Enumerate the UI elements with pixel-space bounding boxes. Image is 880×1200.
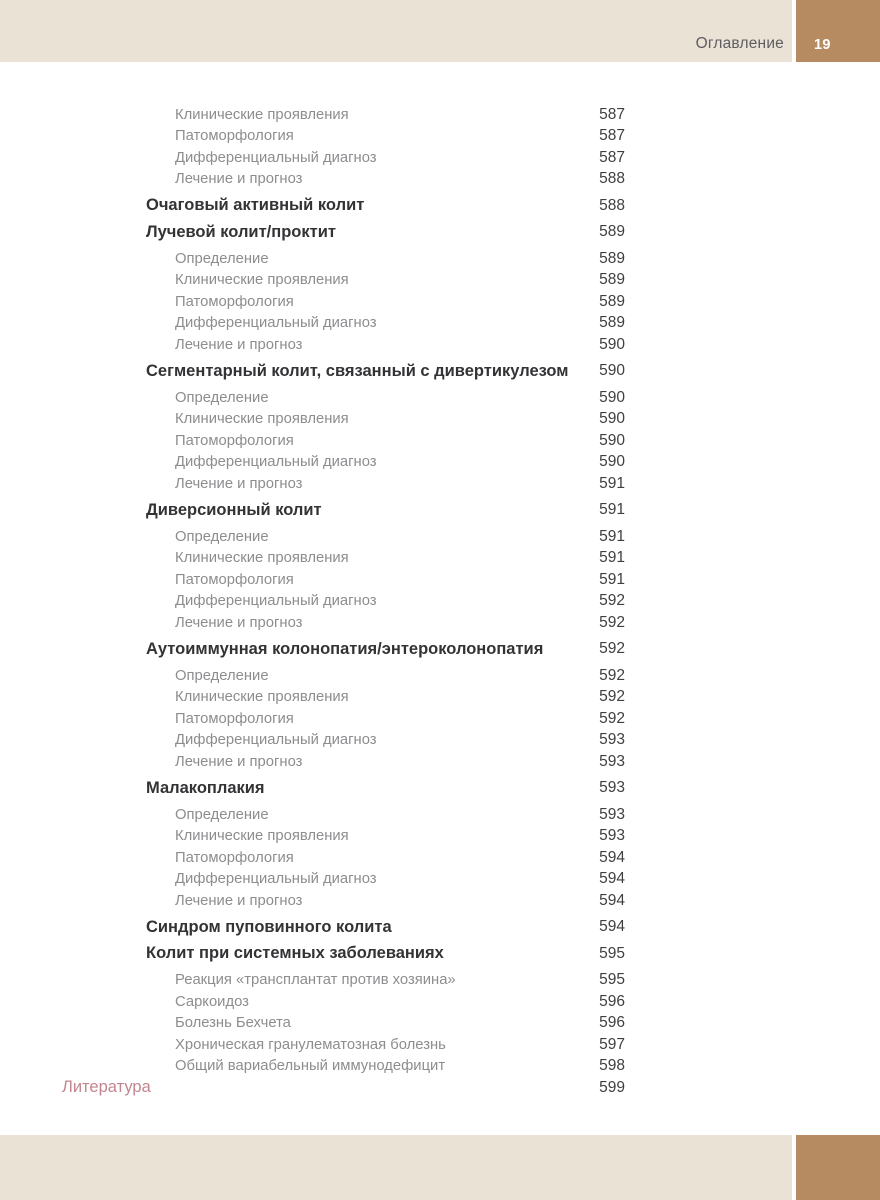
toc-entry [62,313,625,335]
toc-entry-page: 593 [599,779,625,797]
toc-entry-page: 592 [599,666,625,684]
toc-entry [62,665,625,687]
toc-entry [62,730,625,752]
toc-entry [62,569,625,591]
toc-entry-page: 594 [599,918,625,936]
toc-entry [62,248,625,270]
toc-entry [62,751,625,773]
toc-entry [62,291,625,313]
toc-entry-page: 590 [599,362,625,380]
toc-entry-label: Дифференциальный диагноз [175,454,377,471]
toc-entry-page: 587 [599,105,625,123]
toc-entry [62,500,625,522]
header-band [0,0,792,62]
toc-entry-page: 590 [599,431,625,449]
toc-entry-label: Лечение и прогноз [175,171,303,188]
toc-entry-label: Болезнь Бехчета [175,1015,291,1032]
toc-entry-label: Литература [62,1078,151,1097]
toc-entry-label: Очаговый активный колит [146,196,365,215]
toc-entry-label: Клинические проявления [175,689,349,706]
toc-entry-label: Малакоплакия [146,778,265,797]
toc-entry-page: 593 [599,805,625,823]
toc-list [62,104,625,1099]
toc-entry-page: 587 [599,148,625,166]
toc-entry [62,222,625,244]
toc-entry-label: Диверсионный колит [146,500,322,519]
toc-entry-page: 589 [599,271,625,289]
toc-entry [62,890,625,912]
toc-entry [62,452,625,474]
toc-entry-page: 594 [599,848,625,866]
toc-entry-page: 597 [599,1035,625,1053]
toc-entry-page: 596 [599,1014,625,1032]
toc-entry [62,334,625,356]
page-number: 19 [814,37,831,53]
toc-entry-page: 589 [599,292,625,310]
footer-tab [796,1135,880,1200]
toc-entry-label: Саркоидоз [175,993,249,1010]
toc-entry-page: 590 [599,335,625,353]
toc-entry [62,687,625,709]
toc-entry [62,548,625,570]
toc-entry-label: Патоморфология [175,432,294,449]
toc-entry-label: Дифференциальный диагноз [175,732,377,749]
toc-entry-label: Колит при системных заболеваниях [146,944,444,963]
toc-entry [62,1056,625,1078]
toc-entry [62,409,625,431]
toc-entry-page: 592 [599,613,625,631]
toc-entry [62,526,625,548]
toc-entry-label: Дифференциальный диагноз [175,149,377,166]
toc-entry-page: 592 [599,709,625,727]
toc-entry-page: 594 [599,870,625,888]
toc-entry-page: 588 [599,196,625,214]
toc-entry [62,804,625,826]
toc-entry-page: 591 [599,501,625,519]
toc-entry [62,473,625,495]
toc-entry [62,104,625,126]
toc-entry-label: Определение [175,528,269,545]
toc-entry [62,169,625,191]
toc-entry-label: Хроническая гранулематозная болезнь [175,1036,446,1053]
toc-entry-label: Лечение и прогноз [175,753,303,770]
toc-entry-label: Клинические проявления [175,828,349,845]
toc-entry-page: 587 [599,127,625,145]
toc-entry [62,970,625,992]
toc-entry-label: Синдром пуповинного колита [146,917,392,936]
toc-entry-page: 590 [599,453,625,471]
toc-entry-label: Клинические проявления [175,411,349,428]
toc-entry [62,778,625,800]
toc-entry [62,147,625,169]
toc-entry [62,387,625,409]
toc-entry-page: 589 [599,314,625,332]
toc-entry-label: Определение [175,806,269,823]
toc-entry-page: 599 [599,1078,625,1096]
toc-entry-label: Клинические проявления [175,550,349,567]
toc-entry-label: Клинические проявления [175,272,349,289]
toc-entry-page: 591 [599,474,625,492]
page-number-tab [796,0,880,62]
toc-entry-page: 598 [599,1057,625,1075]
toc-entry-page: 594 [599,891,625,909]
toc-entry-page: 593 [599,731,625,749]
toc-entry-label: Определение [175,667,269,684]
toc-entry [62,869,625,891]
toc-entry-label: Определение [175,389,269,406]
toc-entry-page: 589 [599,223,625,241]
toc-entry-label: Реакция «трансплантат против хозяина» [175,972,456,989]
toc-entry-label: Патоморфология [175,849,294,866]
toc-entry-page: 589 [599,249,625,267]
toc-entry [62,270,625,292]
toc-entry-label: Лечение и прогноз [175,614,303,631]
toc-entry [62,612,625,634]
toc-entry-label: Дифференциальный диагноз [175,593,377,610]
toc-entry-page: 592 [599,592,625,610]
toc-entry-page: 592 [599,640,625,658]
toc-entry-page: 596 [599,992,625,1010]
toc-entry-page: 593 [599,827,625,845]
toc-entry [62,639,625,661]
toc-entry-label: Сегментарный колит, связанный с дивертикулезом [146,361,569,380]
toc-entry-page: 591 [599,570,625,588]
toc-entry-label: Лучевой колит/проктит [146,222,336,241]
toc-entry [62,1077,625,1099]
toc-entry [62,1013,625,1035]
toc-entry-label: Определение [175,250,269,267]
toc-entry-page: 595 [599,971,625,989]
toc-entry [62,430,625,452]
toc-entry-label: Патоморфология [175,128,294,145]
toc-entry-label: Общий вариабельный иммунодефицит [175,1058,446,1075]
toc-entry-page: 595 [599,944,625,962]
toc-entry [62,361,625,383]
toc-entry [62,591,625,613]
running-title: Оглавление [695,35,784,52]
toc-entry [62,826,625,848]
toc-entry-label: Дифференциальный диагноз [175,871,377,888]
toc-entry-label: Патоморфология [175,710,294,727]
toc-entry-label: Лечение и прогноз [175,892,303,909]
toc-entry-label: Аутоиммунная колонопатия/энтероколонопатия [146,639,544,658]
toc-entry-label: Патоморфология [175,571,294,588]
toc-entry-page: 591 [599,527,625,545]
toc-entry-page: 588 [599,170,625,188]
toc-entry-label: Клинические проявления [175,106,349,123]
toc-entry [62,126,625,148]
toc-entry-page: 590 [599,388,625,406]
toc-entry [62,708,625,730]
toc-entry-page: 590 [599,410,625,428]
toc-entry [62,917,625,939]
toc-entry [62,1034,625,1056]
toc-entry-label: Дифференциальный диагноз [175,315,377,332]
toc-entry [62,195,625,217]
footer-band [0,1135,792,1200]
toc-entry-page: 591 [599,549,625,567]
toc-entry-page: 592 [599,688,625,706]
toc-entry-page: 593 [599,752,625,770]
toc-entry [62,991,625,1013]
toc-entry-label: Лечение и прогноз [175,336,303,353]
toc-entry [62,943,625,965]
toc-entry-label: Патоморфология [175,293,294,310]
toc-entry-label: Лечение и прогноз [175,475,303,492]
toc-entry [62,847,625,869]
